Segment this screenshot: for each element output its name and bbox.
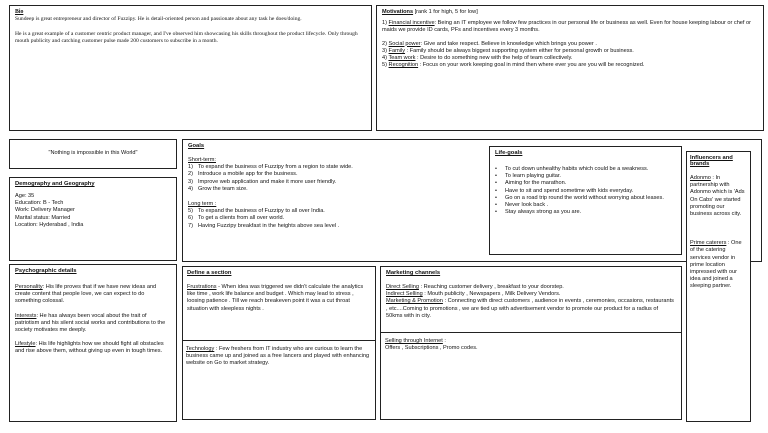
- marketing-divider: [380, 332, 682, 333]
- motivation-num: 5): [382, 62, 387, 69]
- goal-text: To expand the business of Fuzzipy to all over India.: [198, 208, 325, 215]
- marketing-text: : Connecting with direct customers , audience in events , ceremonies, occasions, restaurants , etc....Coming to promotions , we are tied up with advertisement vendor to promote our product for a radius of 50kms with in city.: [386, 298, 674, 319]
- motivation-item: [382, 55, 758, 62]
- motivations-title: Motivations: [382, 9, 414, 15]
- marketing-direct-selling: [386, 284, 676, 291]
- psychographic-section: [9, 264, 177, 422]
- goal-text: Having Fuzzipy breakfast in the heights above sea level .: [198, 222, 340, 229]
- demography-title: Demography and Geography: [15, 181, 95, 187]
- marketing-internet-block: [385, 338, 677, 352]
- motivation-item: [382, 41, 758, 48]
- goal-text: Improve web application and make it more user friendly.: [198, 178, 337, 185]
- goal-num: 2): [188, 171, 193, 178]
- bullet-icon: •: [495, 202, 497, 209]
- motivations-subtitle: [rank 1 for high, 5 for low]: [413, 9, 478, 15]
- define-label: Technology: [186, 346, 215, 352]
- psychographic-title: Psychographic details: [15, 268, 77, 274]
- psychographic-text: : His life highlights how we should fight all obstacles and rise above them, without giving up even in tough times.: [15, 341, 164, 355]
- life-goal-text: To cut down unhealthy habits which could be a weakness.: [505, 166, 649, 172]
- psychographic-label: Interests: [15, 312, 37, 319]
- motivation-item: [382, 20, 758, 34]
- motivation-text: : Family should be always biggest supporting system either for personal growth or business.: [405, 47, 634, 54]
- motivation-label: Financial incentive: [388, 20, 435, 27]
- list-item: [495, 166, 676, 173]
- motivation-item: [382, 48, 758, 55]
- psychographic-text: : His life proves that if we have new ideas and create content that people love, we can expect to do something colossal.: [15, 284, 157, 305]
- bullet-icon: •: [495, 173, 497, 180]
- psychographic-text: : He has always been vocal about the trait of patriotism and his silent social works and contributions to the society motivates me deeply.: [15, 312, 166, 334]
- list-item: [495, 202, 676, 209]
- psychographic-personality: [15, 284, 171, 306]
- motivation-label: Recognition: [388, 62, 419, 69]
- motivation-num: 4): [382, 55, 387, 62]
- marketing-internet-heading: Selling through Internet :: [385, 338, 446, 344]
- motivations-section: [376, 5, 764, 131]
- influencer-text: : In partnership with Adonmo which is 'Ads On Cabs' we started promoting our business across city.: [690, 175, 745, 218]
- bullet-icon: •: [495, 187, 497, 194]
- bullet-icon: •: [495, 209, 497, 216]
- define-label: Frustrations: [187, 284, 217, 290]
- life-goals-list: [495, 166, 676, 216]
- marketing-label: Direct Selling: [386, 284, 419, 290]
- life-goal-text: Go on a road trip round the world without worrying about leases.: [505, 194, 664, 201]
- list-item: [495, 180, 676, 187]
- goals-short-term-label: Short-term:: [188, 157, 216, 163]
- goals-long-term-label: Long term :: [188, 201, 217, 208]
- goal-num: 7): [188, 222, 193, 229]
- motivations-list: [382, 20, 758, 69]
- influencers-section: [686, 151, 751, 422]
- goal-text: To get a clients from all over world.: [198, 215, 285, 222]
- life-goal-text: Have to sit and spend sometime with kids everyday.: [505, 187, 634, 194]
- influencer-label: Adonmo: [690, 175, 711, 181]
- goal-num: 6): [188, 215, 193, 222]
- life-goal-text: Never look back .: [505, 202, 549, 209]
- influencer-label: Prime caterers: [690, 240, 727, 247]
- bio-paragraph-2: He is a great example of a customer centric product manager, and I've observed him showcasing his skills throughout the product lifecycle. Only through mouth publicity and catching customer pulse made 200 customers to subscribe in a month.: [15, 31, 358, 45]
- list-item: [495, 173, 676, 180]
- goal-text: Grow the team size.: [198, 185, 248, 192]
- quote-text: "Nothing is impossible in this World": [48, 150, 138, 157]
- motivation-label: Family: [388, 47, 406, 54]
- define-divider: [182, 340, 376, 341]
- define-title: Define a section: [187, 270, 232, 276]
- motivation-num: 3): [382, 47, 387, 54]
- define-text: : Few freshers from IT industry who are curious to learn the business came up and joined as a free lancers and played with enhancing website on Go to market strategy.: [186, 346, 370, 367]
- life-goals-title: Life-goals: [495, 150, 523, 156]
- motivation-item: [382, 62, 758, 69]
- bullet-icon: •: [495, 194, 497, 201]
- psychographic-label: Lifestyle: [15, 341, 36, 348]
- motivation-text: : Give and take respect. Believe in knowledge which brings you power .: [420, 40, 597, 47]
- goal-num: 4): [188, 185, 193, 192]
- motivation-label: Social power: [388, 40, 421, 47]
- influencer-adonmo: [690, 175, 747, 218]
- life-goal-text: Aiming for the marathon.: [505, 180, 567, 187]
- psychographic-label: Personality: [15, 284, 43, 290]
- demography-work: Work: Delivery Manager: [15, 207, 75, 214]
- goals-title: Goals: [188, 143, 205, 149]
- influencers-title: Influencers and brands: [690, 155, 733, 167]
- define-technology-block: [186, 346, 372, 368]
- marketing-title: Marketing channels: [386, 270, 441, 276]
- demography-section: [9, 177, 177, 261]
- motivation-num: 1): [382, 20, 387, 27]
- marketing-internet-text: Offers , Subscriptions , Promo codes.: [385, 345, 478, 352]
- demography-education: Education: B - Tech: [15, 200, 64, 207]
- psychographic-interests: [15, 313, 171, 335]
- list-item: [495, 188, 676, 195]
- marketing-promotion: [386, 298, 676, 320]
- life-goal-text: To learn playing guitar.: [505, 173, 561, 180]
- list-item: [495, 195, 676, 202]
- demography-marital-status: Marital status: Married: [15, 214, 71, 221]
- goal-num: 5): [188, 208, 193, 215]
- life-goals-section: [489, 146, 682, 255]
- marketing-text: : Reaching customer delivery , breakfast to your doorstep.: [418, 284, 564, 290]
- influencer-text: : One of the catering services vendor in prime location impressed with our idea and joined a sleeping partner.: [690, 240, 742, 290]
- motivation-text: : Focus on your work keeping goal in mind then where ever you are you will be recognized.: [418, 62, 645, 69]
- psychographic-lifestyle: [15, 341, 171, 355]
- motivation-label: Team work: [388, 55, 416, 62]
- define-section: [182, 266, 376, 420]
- goal-text: To expand the business of Fuzzipy from a region to state wide.: [198, 164, 353, 171]
- demography-age: Age: 35: [15, 193, 35, 199]
- list-item: [495, 209, 676, 216]
- motivation-text: : Desire to do something new with the help of team collectively.: [415, 55, 573, 62]
- influencer-prime-caterers: [690, 240, 747, 290]
- define-frustrations: [187, 284, 371, 313]
- life-goal-text: Stay always strong as you are.: [505, 209, 582, 216]
- marketing-text: : Mouth publicity , Newspapers , Milk Delivery Vendors.: [422, 291, 561, 298]
- define-technology: [186, 346, 372, 368]
- goal-num: 3): [188, 178, 193, 185]
- marketing-indirect-selling: [386, 291, 676, 298]
- motivation-num: 2): [382, 40, 387, 47]
- marketing-label: Marketing & Promotion: [386, 298, 443, 305]
- marketing-label: Indirect Selling: [386, 291, 423, 298]
- motivation-text: : Being an IT employee we follow few practices in our personal life or business as well. Even for house keeping labour or chef or maids we provide ID cards, PFs and incentives every 3 months.: [382, 20, 752, 34]
- bullet-icon: •: [495, 180, 497, 187]
- define-text: - When idea was triggered we didn't calculate the analytics like time , work life balance and budget . Which may lead to stress , loosing patience . Till we reach breakeven point it was a cut throat situation with sleepless nights .: [187, 284, 364, 312]
- demography-location: Location: Hyderabad , India: [15, 221, 84, 228]
- bio-section: [9, 5, 372, 131]
- quote-box: [9, 139, 177, 169]
- motivations-heading: [382, 9, 758, 16]
- bio-title: Bio: [15, 9, 24, 15]
- bullet-icon: •: [495, 166, 497, 172]
- goal-num: 1): [188, 164, 193, 171]
- bio-paragraph-1: Sundeep is great entrepreneur and director of Fuzzipy. He is detail-oriented person and passionate about any task he does/doing.: [15, 16, 302, 22]
- marketing-internet-label: Selling through Internet: [385, 338, 443, 344]
- goal-text: Introduce a mobile app for the business.: [198, 171, 298, 178]
